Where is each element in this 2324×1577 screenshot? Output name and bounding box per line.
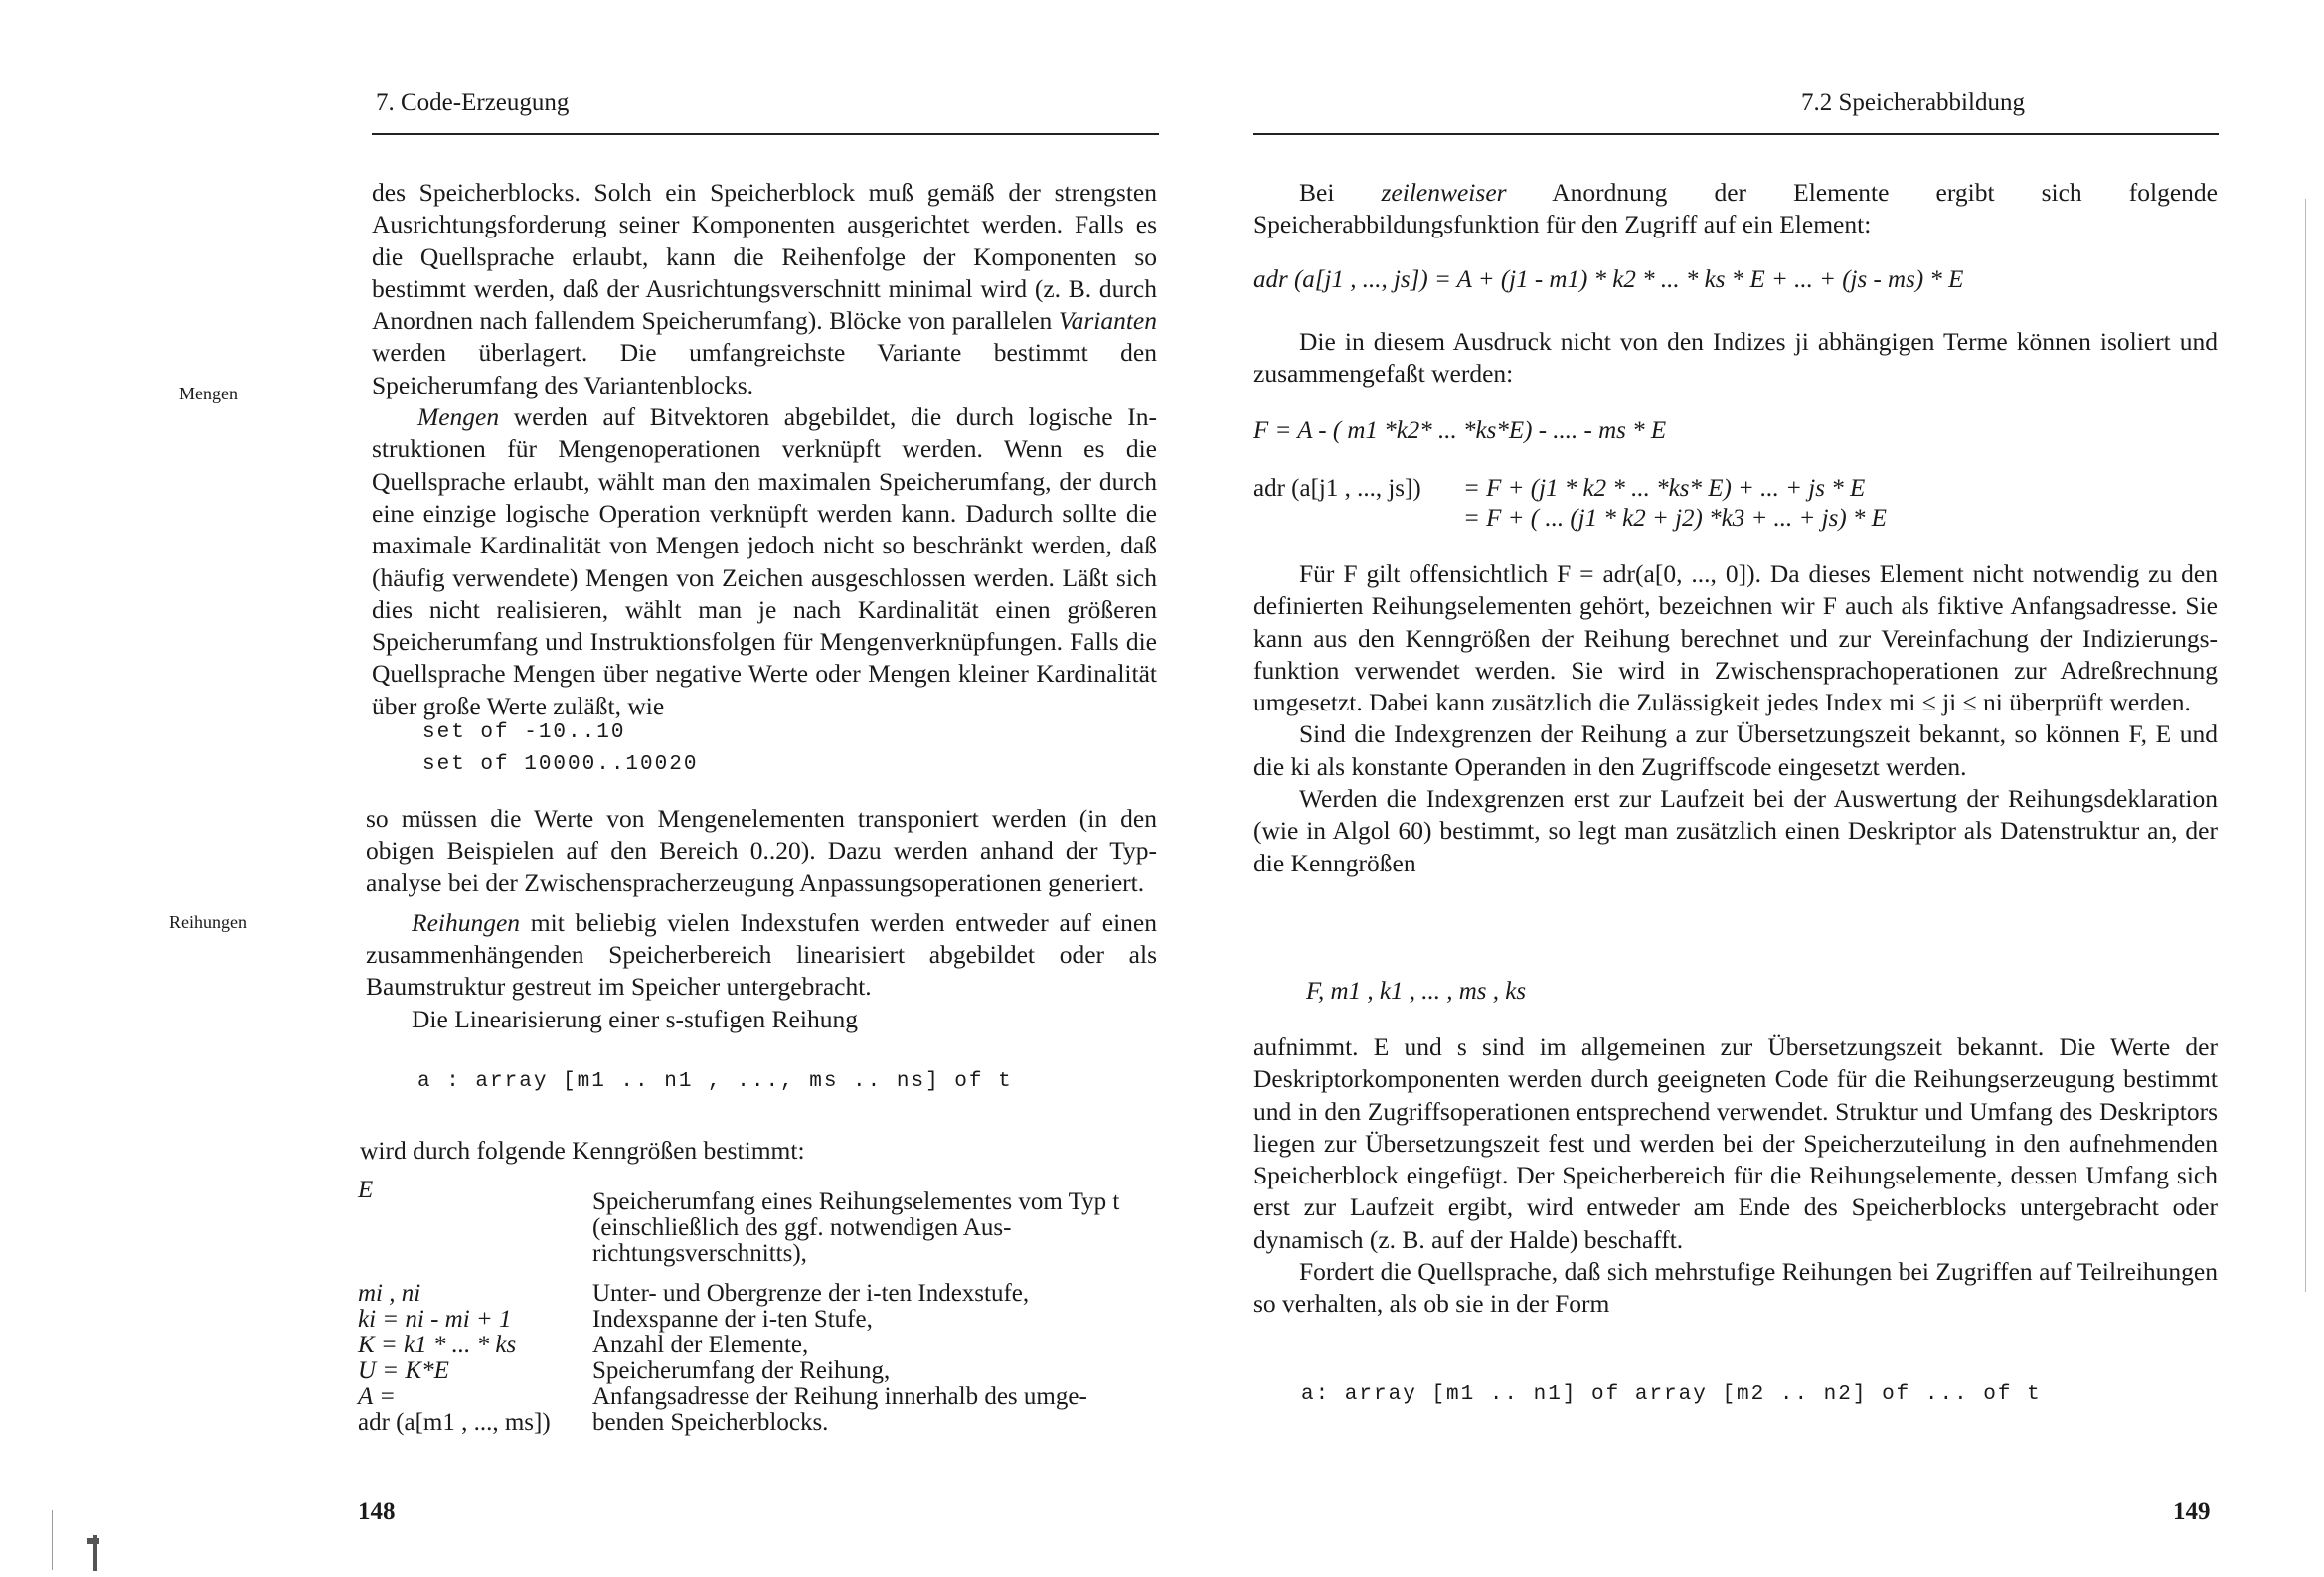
paragraph <box>1253 177 2218 241</box>
left-text-block-2 <box>366 803 1157 1035</box>
formula-descriptor: F, m1 , k1 , ... , ms , ks <box>1306 978 1527 1005</box>
formula-adr-lhs: adr (a[j1 , ..., js]) <box>1253 475 1421 502</box>
margin-note-reihungen: Reihungen <box>169 912 247 932</box>
paragraph-mengen <box>372 401 1157 722</box>
definition-row <box>358 1307 1149 1333</box>
text-run: werden auf Bitvektoren abgebildet, die durch logische Instruktionen für Mengenoperationen verknüpft werden. Wenn es die Quellsprache erlaubt, wählt man den maximalen Speicherumfang, der durch eine einzige logische Operation verknüpft werden kann. Dadurch sollte die maximale Kardinalität von Mengen jedoch nicht so beschränkt werden, daß (häufig verwendete) Mengen von Zeichen ausgeschlossen werden. Läßt sich dies nicht realisieren, wählt man je nach Kardinalität einen größeren Speicherumfang und Instruktionsfolgen für Mengenverknüpfungen. Falls die Quellsprache Mengen über negative Werte oder Mengen kleiner Kardinalität über große Werte zuläßt, wie <box>372 402 1157 720</box>
right-page <box>1162 0 2324 1577</box>
text-run: des Speicherblocks. Solch ein Speicherblock muß gemäß der strengsten Ausrichtungsforderung seiner Komponenten ausgerichtet werden. Falls es die Quellsprache erlaubt, kann die Reihenfolge der Komponenten so bestimmt werden, daß der Ausrichtungsverschnitt minimal wird (z. B. durch Anordnen nach fallendem Speicherumfang). Blöcke von parallelen <box>372 178 1157 336</box>
definition-description: Indexspanne der i-ten Stufe, <box>592 1306 873 1333</box>
emphasis-varianten: Varianten <box>1058 306 1157 336</box>
definition-description: Anfangsadresse der Reihung innerhalb des umgebenden Speicherblocks. <box>592 1383 1087 1436</box>
text-run: werden überlagert. Die umfangreichste Variante bestimmt den Speicherumfang des Variantenblocks. <box>372 338 1157 399</box>
definition-symbol: ki = ni - mi + 1 <box>358 1306 512 1333</box>
margin-note-mengen: Mengen <box>179 384 238 403</box>
emphasis-reihungen: Reihungen <box>412 907 521 937</box>
paragraph-fordert: Fordert die Quellsprache, daß sich mehrstufige Reihungen bei Zugriffen auf Teilreihungen so verhalten, als ob sie in der Form <box>1253 1257 2218 1319</box>
text-run: Anordnung der Elemente ergibt sich folgende Speicherabbildungsfunktion für den Zugriff auf ein Element: <box>1253 178 2218 239</box>
emphasis-mengen: Mengen <box>417 402 500 432</box>
definition-row <box>358 1384 1149 1410</box>
code-array-declaration: a : array [m1 .. n1 , ..., ms .. ns] of t <box>417 1070 1013 1093</box>
paragraph-fuer-F: Für F gilt offensichtlich F = adr(a[0, ..., 0]). Da dieses Element nicht notwendig zu den definierten Reihungselementen gehört, bezeichnen wir F auch als fiktive Anfangsadresse. Sie kann aus den Kenngrößen der Reihung berechnet und zur Vereinfachung der Indizierungsfunktion verwendet werden. Sie wird in Zwischensprachoperationen zur Adreßrechnung umgesetzt. Dabei kann zusätzlich die Zulässigkeit jedes Index mi ≤ ji ≤ ni überprüft werden. <box>1253 559 2218 717</box>
right-text-block-1 <box>1253 558 2218 879</box>
definition-row <box>358 1333 1149 1358</box>
formula-F: F = A - ( m1 *k2* ... *ks*E) - .... - ms * E <box>1253 417 1667 444</box>
definition-row <box>358 1281 1149 1307</box>
definition-symbol: A = <box>358 1383 396 1410</box>
scan-mark <box>52 1510 53 1570</box>
code-set-examples <box>422 717 698 781</box>
paragraph-variants <box>372 177 1157 401</box>
definition-symbol: mi , ni <box>358 1280 421 1307</box>
page-number-right: 149 <box>2173 1498 2211 1525</box>
scan-mark <box>87 1538 99 1544</box>
text-run: mit beliebig vielen Indexstufen werden entweder auf einen zusammenhängenden Speicherbereich linearisiert abgebildet oder als Baumstruktur gestreut im Speicher untergebracht. <box>366 907 1157 1002</box>
paragraph-transpose: so müssen die Werte von Mengenelementen transponiert werden (in den obigen Beispielen auf den Bereich 0..20). Dazu werden anhand der Typanalyse bei der Zwischenspracherzeugung Anpassungsoperationen generiert. <box>366 804 1157 897</box>
definitions-table <box>358 1178 1149 1436</box>
formula-adr-line1: = F + (j1 * k2 * ... *ks* E) + ... + js * E <box>1463 475 1866 502</box>
definition-symbol: U = K*E <box>358 1357 449 1384</box>
definition-description: Unter- und Obergrenze der i-ten Indexstufe, <box>592 1280 1030 1307</box>
running-head-right: 7.2 Speicherabbildung <box>1801 89 2025 116</box>
paragraph-kenngroessen: wird durch folgende Kenngrößen bestimmt: <box>360 1136 805 1165</box>
running-head-left: 7. Code-Erzeugung <box>376 89 570 116</box>
right-text-block-2 <box>1253 1031 2218 1321</box>
paragraph-werden: Werden die Indexgrenzen erst zur Laufzeit bei der Auswertung der Reihungsdeklaration (wie in Algol 60) bestimmt, so legt man zusätzlich einen Deskriptor als Datenstruktur an, der die Kenngrößen <box>1253 784 2218 877</box>
definition-description: Speicherumfang eines Reihungselementes vom Typ t (einschließlich des ggf. notwendigen Ausrichtungsverschnitts), <box>592 1188 1120 1267</box>
text-run: Bei <box>1299 178 1382 207</box>
code-array-nested: a: array [m1 .. n1] of array [m2 .. n2] of ... of t <box>1301 1383 2042 1406</box>
paragraph: Die in diesem Ausdruck nicht von den Indizes ji abhängigen Terme können isoliert und zusammengefaßt werden: <box>1253 327 2218 389</box>
formula-adr-line2: = F + ( ... (j1 * k2 + j2) *k3 + ... + js) * E <box>1463 505 1887 532</box>
code-line: set of 10000..10020 <box>422 753 699 776</box>
paragraph-sind: Sind die Indexgrenzen der Reihung a zur Übersetzungszeit bekannt, so können F, E und die ki als konstante Operanden in den Zugriffscode eingesetzt werden. <box>1253 719 2218 781</box>
definition-symbol: K = k1 * ... * ks <box>358 1332 517 1358</box>
definition-symbol: adr (a[m1 , ..., ms]) <box>358 1409 551 1436</box>
left-text-block-1 <box>372 177 1157 722</box>
paragraph-indizes <box>1253 326 2218 391</box>
header-rule-left <box>372 133 1159 135</box>
page-number-left: 148 <box>358 1498 396 1525</box>
paragraph-reihungen <box>366 907 1157 1004</box>
definitions-list <box>358 1178 1153 1436</box>
definition-symbol: E <box>358 1177 374 1203</box>
definition-row <box>358 1178 1149 1281</box>
code-line: set of -10..10 <box>422 721 626 744</box>
paragraph-zeilenweise <box>1253 177 2218 241</box>
formula-address: adr (a[j1 , ..., js]) = A + (j1 - m1) * k2 * ... * ks * E + ... + (js - ms) * E <box>1253 266 1964 293</box>
definition-row <box>358 1358 1149 1384</box>
definition-description: Anzahl der Elemente, <box>592 1332 809 1358</box>
paragraph-linearisierung: Die Linearisierung einer s-stufigen Reihung <box>412 1004 858 1033</box>
paragraph-aufnimmt: aufnimmt. E und s sind im allgemeinen zur Übersetzungszeit bekannt. Die Werte der Deskriptorkomponenten werden durch geeigneten Code für die Reihungserzeugung bestimmt und in den Zugriffsoperationen entsprechend verwendet. Struktur und Umfang des Deskriptors liegen zur Übersetzungszeit fest und werden bei der Speicherzuteilung in den aufnehmenden Speicherblock eingefügt. Der Speicherbereich für die Reihungselemente, dessen Umfang sich erst zur Laufzeit ergibt, wird entweder am Ende des Speicherblocks untergebracht oder dynamisch (z. B. auf der Halde) beschafft. <box>1253 1032 2218 1254</box>
emphasis-zeilenweiser: zeilenweiser <box>1381 178 1507 207</box>
scan-edge <box>2305 199 2306 1292</box>
definition-description: Speicherumfang der Reihung, <box>592 1357 891 1384</box>
header-rule-right <box>1253 133 2219 135</box>
